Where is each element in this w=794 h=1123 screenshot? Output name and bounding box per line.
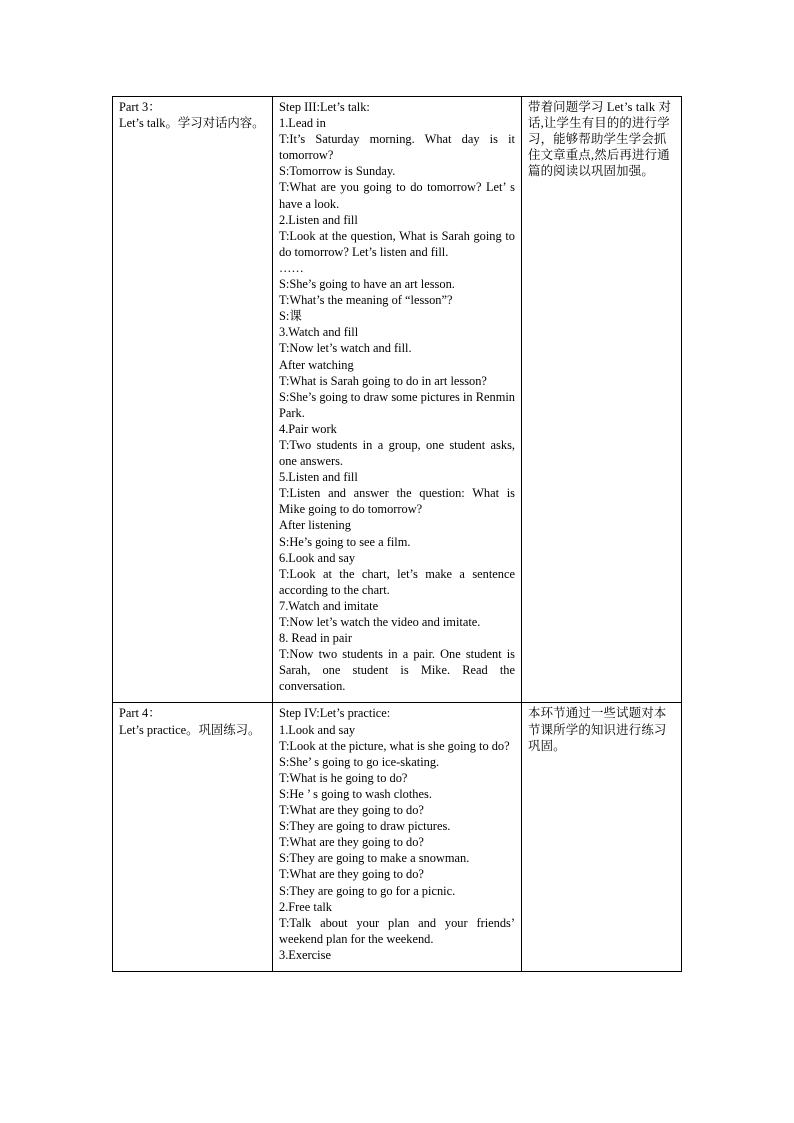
step-line: T:Now two students in a pair. One student is Sarah, one student is Mike. Read the conversation. <box>279 647 515 694</box>
step-line: T:What are you going to do tomorrow? Let’ s have a look. <box>279 180 515 211</box>
step-line: 2.Listen and fill <box>279 212 358 227</box>
step-line: T:Look at the picture, what is she going to do? <box>279 738 510 753</box>
step-line: T:What are they going to do? <box>279 835 424 850</box>
step-line: T:What is Sarah going to do in art lesson? <box>279 373 487 388</box>
step-line: T:What are they going to do? <box>279 867 424 882</box>
step-line: S:They are going to make a snowman. <box>279 851 470 866</box>
steps-cell <box>273 97 522 703</box>
step-line: S:She’ s going to go ice-skating. <box>279 754 440 769</box>
step-line: T:What’s the meaning of “lesson”? <box>279 293 453 308</box>
step-line: T:Talk about your plan and your friends’ weekend plan for the weekend. <box>279 915 515 946</box>
step-line: T:Now let’s watch and fill. <box>279 341 412 356</box>
step-line: T:Look at the chart, let’s make a sentence according to the chart. <box>279 566 515 597</box>
step-line: S:They are going to draw pictures. <box>279 819 451 834</box>
step-line: S:课 <box>279 309 302 324</box>
step-line: T:Look at the question, What is Sarah going to do tomorrow? Let’s listen and fill. <box>279 228 515 259</box>
step-line: After listening <box>279 518 351 533</box>
step-line: T:It’s Saturday morning. What day is it tomorrow? <box>279 132 515 163</box>
aim-cell <box>522 703 682 972</box>
step-line: Step III:Let’s talk: <box>279 100 370 114</box>
aim-cell <box>522 97 682 703</box>
step-line: T:What is he going to do? <box>279 770 408 785</box>
step-line: S:She’s going to have an art lesson. <box>279 277 455 292</box>
table-row <box>113 97 682 703</box>
step-line: 3.Exercise <box>279 947 331 962</box>
step-line: T:What are they going to do? <box>279 803 424 818</box>
teaching-aim-text: 本环节通过一些试题对本节课所学的知识进行练习巩固。 <box>528 706 667 753</box>
teaching-aim-text: 带着问题学习 Let’s talk 对话,让学生有目的的进行学习，能够帮助学生学会抓住文章重点,然后再进行通篇的阅读以巩固加强。 <box>528 100 672 179</box>
step-line: After watching <box>279 357 354 372</box>
step-line: T:Now let’s watch the video and imitate. <box>279 615 481 629</box>
part-description: Let’s talk。学习对话内容。 <box>119 116 265 131</box>
step-line: 3.Watch and fill <box>279 325 359 340</box>
part-description: Let’s practice。巩固练习。 <box>119 722 261 737</box>
step-line: 7.Watch and imitate <box>279 598 379 613</box>
step-line: S:She’s going to draw some pictures in Renmin Park. <box>279 389 515 420</box>
step-line: T:Two students in a group, one student asks, one answers. <box>279 437 515 469</box>
step-line: 1.Look and say <box>279 722 356 737</box>
step-line: 5.Listen and fill <box>279 470 358 485</box>
part-cell <box>113 703 273 972</box>
part-cell <box>113 97 273 703</box>
part-title: Part 4： <box>119 706 161 721</box>
step-line: S:He’s going to see a film. <box>279 534 411 549</box>
step-line: S:They are going to go for a picnic. <box>279 883 456 898</box>
step-line: S:Tomorrow is Sunday. <box>279 164 396 179</box>
step-line: 2.Free talk <box>279 899 332 914</box>
step-line: Step IV:Let’s practice: <box>279 706 391 721</box>
lesson-plan-table <box>112 96 682 972</box>
step-line: 6.Look and say <box>279 550 356 565</box>
step-line: …… <box>279 260 304 275</box>
table-row <box>113 703 682 972</box>
step-line: T:Listen and answer the question: What is Mike going to do tomorrow? <box>279 486 515 517</box>
part-title: Part 3： <box>119 100 161 114</box>
step-line: 8. Read in pair <box>279 631 352 646</box>
steps-cell <box>273 703 522 972</box>
step-line: S:He ’ s going to wash clothes. <box>279 786 432 801</box>
step-line: 1.Lead in <box>279 116 326 131</box>
step-line: 4.Pair work <box>279 421 337 436</box>
